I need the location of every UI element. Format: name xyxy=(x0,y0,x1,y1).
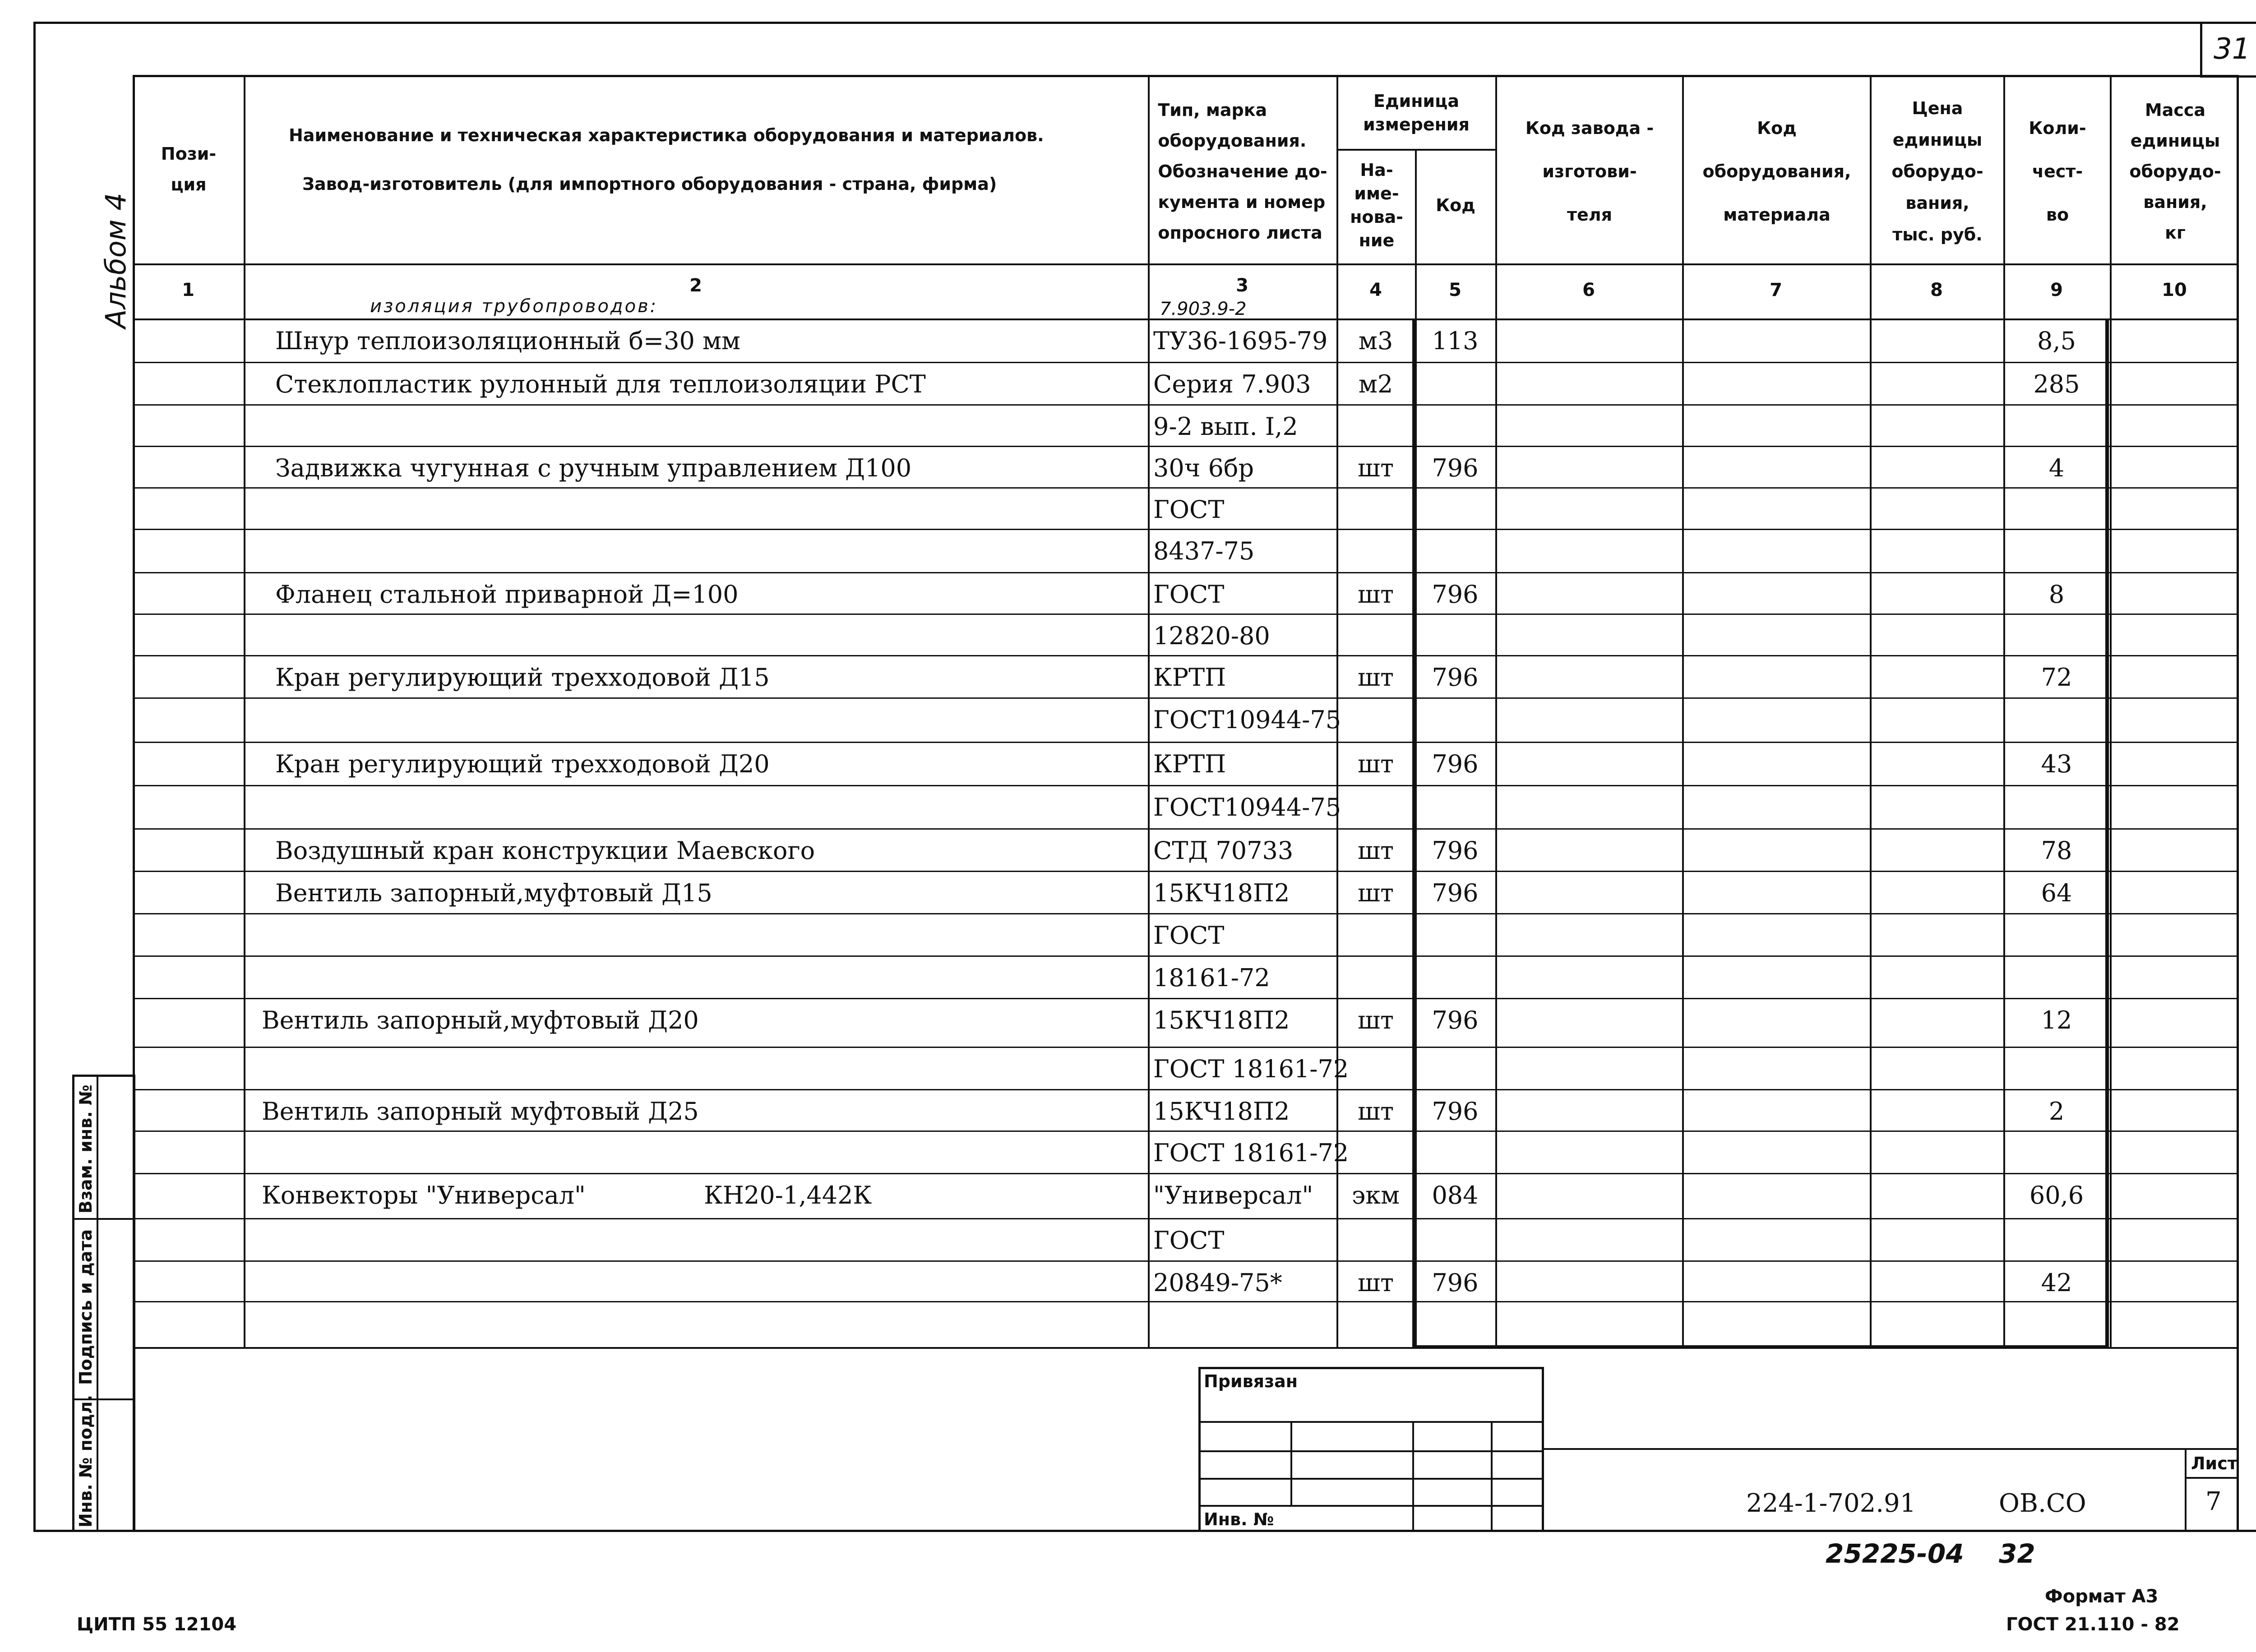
row-unit: шт xyxy=(1357,454,1394,482)
header-price: Цена единицы оборудо- вания, тыс. руб. xyxy=(1891,98,1983,245)
row-unit: шт xyxy=(1357,1006,1394,1034)
row-type: 12820-80 xyxy=(1153,622,1270,650)
grid-hline xyxy=(133,1218,2239,1219)
grid-hline xyxy=(133,1347,2239,1349)
row-qty: 12 xyxy=(2041,1006,2072,1034)
column-number: 7 xyxy=(1770,280,1782,300)
column-number: 4 xyxy=(1369,280,1382,300)
row-code: 796 xyxy=(1432,1006,1479,1034)
stamp-sheet-label: Лист xyxy=(2191,1454,2238,1473)
side-stamp-inv-podl: Инв. № подл. xyxy=(76,1394,96,1527)
grid-hline xyxy=(133,404,2239,406)
grid-hline xyxy=(133,913,2239,914)
left-code: ЦИТП 55 12104 xyxy=(77,1614,237,1635)
grid-hline xyxy=(133,785,2239,786)
stamp-privyazan-label: Привязан xyxy=(1204,1371,1298,1391)
row-name-extra: КН20-1,442К xyxy=(704,1181,872,1209)
section-title: изоляция трубопроводов: xyxy=(370,296,658,317)
grid-hline xyxy=(133,487,2239,489)
row-type: ГОСТ xyxy=(1153,580,1225,609)
row-type: ГОСТ10944-75 xyxy=(1153,793,1341,821)
column-number: 3 xyxy=(1236,275,1248,296)
grid-hline xyxy=(133,614,2239,615)
grid-hline xyxy=(133,1089,2239,1090)
row-type: "Универсал" xyxy=(1153,1181,1313,1209)
header-factory-code: Код завода - изготови- теля xyxy=(1525,118,1654,225)
row-unit: м2 xyxy=(1358,370,1393,398)
row-unit: экм xyxy=(1352,1181,1400,1209)
grid-vline xyxy=(244,75,245,1347)
row-qty: 72 xyxy=(2041,663,2072,692)
row-type: 8437-75 xyxy=(1153,537,1255,565)
grid-hline xyxy=(133,828,2239,830)
row-type: Серия 7.903 xyxy=(1153,370,1311,398)
row-code: 796 xyxy=(1432,663,1479,692)
row-unit: шт xyxy=(1357,1269,1394,1297)
column-number: 2 xyxy=(689,275,702,296)
header-equipment-code: Код оборудования, материала xyxy=(1702,118,1851,225)
row-code: 084 xyxy=(1432,1181,1479,1209)
stamp-section-code: ОВ.СО xyxy=(1999,1489,2086,1518)
row-unit: шт xyxy=(1357,663,1394,692)
header-quantity: Коли- чест- во xyxy=(2029,118,2086,225)
row-type: 9-2 вып. I,2 xyxy=(1153,412,1298,441)
grid-hline xyxy=(133,1047,2239,1048)
grid-vline xyxy=(1495,75,1497,1347)
grid-hline xyxy=(133,871,2239,872)
row-type: ТУ36-1695-79 xyxy=(1153,327,1328,355)
row-type: ГОСТ 18161-72 xyxy=(1153,1055,1349,1083)
row-name: Задвижка чугунная с ручным управлением Д100 xyxy=(275,454,912,482)
row-unit: шт xyxy=(1357,879,1394,907)
grid-hline xyxy=(133,1260,2239,1262)
row-type: 15КЧ18П2 xyxy=(1153,1006,1290,1034)
row-code: 796 xyxy=(1432,454,1479,482)
side-stamp-podpis: Подпись и дата xyxy=(76,1229,96,1385)
row-unit: м3 xyxy=(1358,327,1393,355)
grid-vline xyxy=(2110,75,2112,1347)
row-name: Вентиль запорный муфтовый Д25 xyxy=(262,1097,699,1126)
row-type: ГОСТ 18161-72 xyxy=(1153,1139,1349,1167)
row-code: 796 xyxy=(1432,1269,1479,1297)
grid-hline xyxy=(133,655,2239,656)
row-qty: 8 xyxy=(2048,580,2065,609)
album-label: Альбом 4 xyxy=(99,193,132,328)
side-stamp-vzam: Взам. инв. № xyxy=(76,1084,96,1214)
column-number: 5 xyxy=(1449,280,1461,300)
grid-vline xyxy=(1870,75,1872,1347)
row-type: 20849-75* xyxy=(1153,1269,1282,1297)
row-code: 113 xyxy=(1432,327,1479,355)
column-number: 10 xyxy=(2162,280,2187,300)
grid-vline xyxy=(2003,75,2005,1347)
grid-vline xyxy=(1148,75,1150,1347)
row-name: Вентиль запорный,муфтовый Д20 xyxy=(262,1006,699,1034)
row-code: 796 xyxy=(1432,879,1479,907)
stamp-right-topline xyxy=(1542,1448,2239,1450)
row-type: КРТП xyxy=(1153,750,1226,778)
format-label: Формат А3 xyxy=(2045,1586,2159,1607)
row-type: 15КЧ18П2 xyxy=(1153,879,1290,907)
header-name-line1: Наименование и техническая характеристика оборудования и материалов. xyxy=(289,125,1044,145)
grid-hline xyxy=(133,998,2239,999)
grid-hline xyxy=(133,697,2239,699)
row-name: Шнур теплоизоляционный б=30 мм xyxy=(275,327,741,355)
row-code: 796 xyxy=(1432,836,1479,865)
grid-hline xyxy=(133,529,2239,530)
row-name: Фланец стальной приварной Д=100 xyxy=(275,580,739,609)
section-doc: 7.903.9-2 xyxy=(1160,299,1247,319)
row-qty: 2 xyxy=(2048,1097,2065,1126)
stamp-sheet-number: 7 xyxy=(2205,1487,2222,1516)
stamp-inv-label: Инв. № xyxy=(1204,1509,1274,1529)
row-qty: 285 xyxy=(2033,370,2080,398)
row-type: ГОСТ xyxy=(1153,495,1225,524)
row-type: ГОСТ xyxy=(1153,1226,1225,1255)
row-unit: шт xyxy=(1357,580,1394,609)
column-number: 8 xyxy=(1930,280,1943,300)
row-name: Вентиль запорный,муфтовый Д15 xyxy=(275,879,712,907)
grid-hline xyxy=(133,1173,2239,1174)
row-unit: шт xyxy=(1357,750,1394,778)
gost-label: ГОСТ 21.110 - 82 xyxy=(2006,1614,2180,1635)
header-position: Пози- ция xyxy=(161,144,217,194)
row-name: Конвекторы "Универсал" xyxy=(262,1181,586,1209)
row-type: ГОСТ xyxy=(1153,921,1225,950)
row-unit: шт xyxy=(1357,1097,1394,1126)
header-unit-group: Единица измерения xyxy=(1363,91,1470,134)
grid-hline xyxy=(133,1301,2239,1302)
stamp-doc-code: 224-1-702.91 xyxy=(1746,1489,1916,1518)
row-qty: 64 xyxy=(2041,879,2072,907)
row-qty: 78 xyxy=(2041,836,2072,865)
row-code: 796 xyxy=(1432,1097,1479,1126)
row-code: 796 xyxy=(1432,580,1479,609)
row-code: 796 xyxy=(1432,750,1479,778)
row-qty: 60,6 xyxy=(2029,1181,2084,1209)
grid-hline xyxy=(133,362,2239,363)
header-mass: Масса единицы оборудо- вания, кг xyxy=(2129,100,2221,243)
row-type: СТД 70733 xyxy=(1153,836,1294,865)
row-type: 18161-72 xyxy=(1153,964,1270,992)
grid-hline xyxy=(133,1131,2239,1132)
sheet-corner-number: 31 xyxy=(2214,32,2251,66)
handwritten-page: 32 xyxy=(1999,1538,2035,1569)
row-name: Воздушный кран конструкции Маевского xyxy=(275,836,815,865)
row-name: Кран регулирующий трехходовой Д15 xyxy=(275,663,770,692)
header-type: Тип, марка оборудования. Обозначение до- кумента и номер опросного листа xyxy=(1158,100,1327,243)
row-name: Стеклопластик рулонный для теплоизоляции РСТ xyxy=(275,370,926,398)
grid-hline xyxy=(133,263,2239,265)
row-qty: 42 xyxy=(2041,1269,2072,1297)
row-type: КРТП xyxy=(1153,663,1226,692)
grid-vline xyxy=(1682,75,1684,1347)
row-name: Кран регулирующий трехходовой Д20 xyxy=(275,750,770,778)
column-number: 9 xyxy=(2050,280,2063,300)
header-unit-code: Код xyxy=(1436,195,1475,215)
row-qty: 8,5 xyxy=(2037,327,2076,355)
column-number: 6 xyxy=(1582,280,1595,300)
row-qty: 43 xyxy=(2041,750,2072,778)
grid-hline xyxy=(133,446,2239,447)
grid-hline xyxy=(133,572,2239,573)
grid-hline xyxy=(133,955,2239,957)
row-type: 30ч 6бр xyxy=(1153,454,1254,482)
column-number: 1 xyxy=(182,280,194,300)
header-name-line2: Завод-изготовитель (для импортного оборудования - страна, фирма) xyxy=(302,174,997,194)
row-type: ГОСТ10944-75 xyxy=(1153,706,1341,734)
row-type: 15КЧ18П2 xyxy=(1153,1097,1290,1126)
row-qty: 4 xyxy=(2048,454,2065,482)
row-unit: шт xyxy=(1357,836,1394,865)
handwritten-number: 25225-04 xyxy=(1826,1538,1964,1569)
header-unit-name: На- име- нова- ние xyxy=(1350,160,1403,250)
grid-hline xyxy=(133,742,2239,743)
